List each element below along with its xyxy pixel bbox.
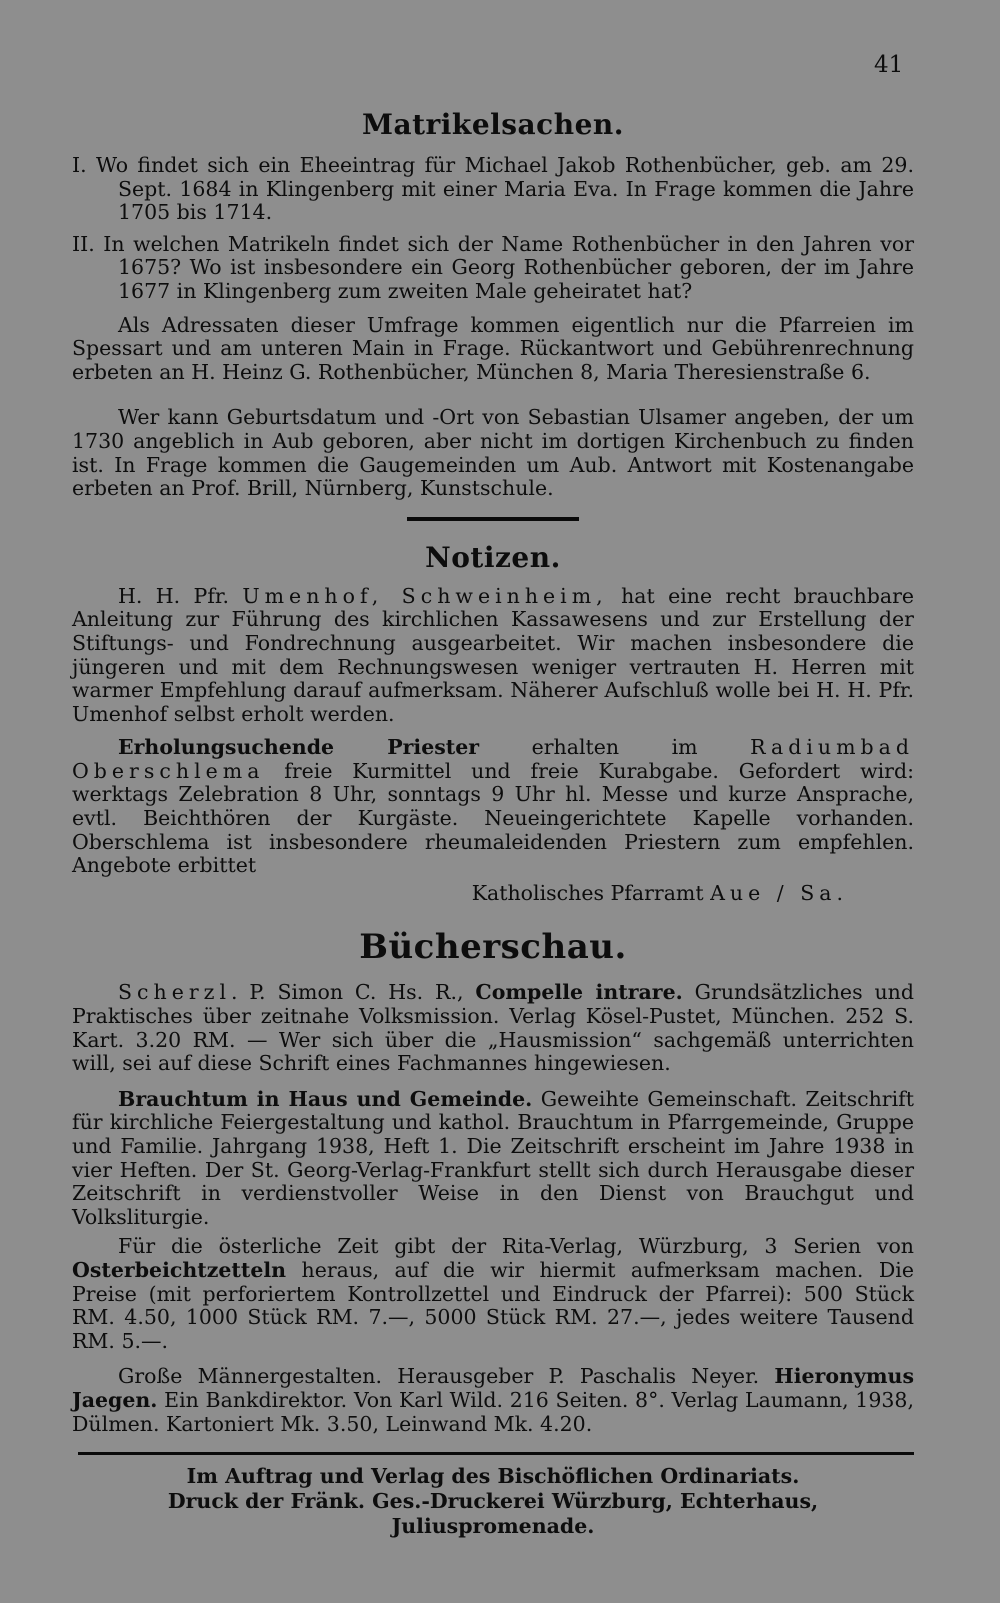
review-1-text: Grundsätzliches und Praktisches über zeitnahe Volksmission. Verlag Kösel-Pustet, München. 252 S. Kart. 3.20 RM. — Wer sich über die „Hausmission“ sachgemäß unterrichten will, sei auf diese Schrift eines Fachmannes hingewiesen. — [72, 980, 914, 1076]
book-review-1 — [72, 981, 914, 1075]
review-2-title: Brauchtum in Haus und Gemeinde. — [118, 1086, 533, 1111]
review-4-text: Ein Bankdirektor. Von Karl Wild. 216 Seiten. 8°. Verlag Laumann, 1938, Dülmen. Kartoniert Mk. 3.50, Leinwand Mk. 4.20. — [72, 1387, 914, 1436]
review-3-bold: Osterbeichtzetteln — [72, 1257, 287, 1282]
review-1-author: Scherzl — [118, 980, 232, 1005]
notizen-p2-bold: Erholungsuchende Priester — [118, 735, 480, 760]
review-2-text: Geweihte Gemeinschaft. Zeitschrift für kirchliche Feiergestaltung und kathol. Brauchtum in Pfarrgemeinde, Gruppe und Familie. Jahrgang 1938, Heft 1. Die Zeitschrift erscheint im Jahre 1938 in vier Heften. Der St. Georg-Verlag-Frankfurt stellt sich durch Herausgabe dieser Zeitschrift in verdienstvoller Weise in den Dienst von Brauchgut und Volksliturgie. — [72, 1086, 914, 1229]
notizen-paragraph-1 — [72, 585, 914, 727]
review-4-lead: Große Männergestalten. Herausgeber P. Paschalis Neyer. — [118, 1364, 775, 1389]
notizen-signoff — [72, 882, 914, 906]
section-title-matrikel: Matrikelsachen. — [361, 108, 625, 141]
book-review-3 — [72, 1235, 914, 1353]
footer-line-2: Druck der Fränk. Ges.-Druckerei Würzburg, Echterhaus, Juliuspromenade. — [167, 1489, 819, 1538]
matrikel-paragraph-1: Als Adressaten dieser Umfrage kommen eigentlich nur die Pfarreien im Spessart und am unteren Main in Frage. Rückantwort und Gebührenrechnung erbeten an H. Heinz G. Rothenbücher, München 8, Maria Theresienstraße 6. — [72, 312, 914, 384]
notizen-paragraph-2 — [72, 736, 914, 878]
footer-line-1: Im Auftrag und Verlag des Bischöflichen Ordinariats. — [186, 1464, 800, 1488]
signoff-lead: Katholisches Pfarramt — [471, 880, 711, 905]
footer-divider — [78, 1452, 914, 1455]
section-title-buecherschau: Bücherschau. — [359, 927, 627, 968]
review-1-title: Compelle intrare. — [475, 980, 683, 1005]
book-review-4 — [72, 1365, 914, 1436]
notizen-p1-name: Umenhof, Schweinheim, — [242, 583, 608, 608]
review-1-mid: . P. Simon C. Hs. R., — [231, 980, 476, 1005]
signoff-place: Aue / Sa. — [710, 880, 848, 905]
matrikel-item-1: I. Wo findet sich ein Eheeintrag für Michael Jakob Rothenbücher, geb. am 29. Sept. 1684 in Klingenberg mit einer Maria Eva. In Frage kommen die Jahre 1705 bis 1714. — [72, 153, 914, 225]
page-number: 41 — [874, 52, 904, 78]
section-divider — [407, 517, 579, 521]
review-3-lead: Für die österliche Zeit gibt der Rita-Verlag, Würzburg, 3 Serien von — [118, 1234, 914, 1259]
notizen-p2-mid: erhalten im — [479, 735, 751, 760]
review-4-bold: Hieronymus Jaegen. — [72, 1364, 914, 1412]
matrikel-paragraph-2: Wer kann Geburtsdatum und -Ort von Sebastian Ulsamer angeben, der um 1730 angeblich in Aub geboren, aber nicht im dortigen Kirchenbuch zu finden ist. In Frage kommen die Gaugemeinden um Aub. Antwort mit Kostenangabe erbeten an Prof. Brill, Nürnberg, Kunstschule. — [72, 405, 914, 501]
notizen-p2-text: freie Kurmittel und freie Kurabgabe. Gefordert wird: werktags Zelebration 8 Uhr, sonntags 9 Uhr hl. Messe und kurze Ansprache, evtl. Beichthören der Kurgäste. Neueingerichtete Kapelle vorhanden. Oberschlema ist insbesondere rheumaleidenden Priestern zum empfehlen. Angebote erbittet — [72, 758, 914, 878]
page-body — [72, 108, 914, 1436]
matrikel-item-2: II. In welchen Matrikeln findet sich der Name Rothenbücher in den Jahren vor 1675? Wo ist insbesondere ein Georg Rothenbücher geboren, der im Jahre 1677 in Klingenberg zum zweiten Male geheiratet hat? — [72, 231, 914, 303]
notizen-p1-lead: H. H. Pfr. — [118, 583, 243, 608]
notizen-p1-text: hat eine recht brauchbare Anleitung zur Führung des kirchlichen Kassawesens und zur Erstellung der Stiftungs- und Fondrechnung ausgearbeitet. Wir machen insbesondere die jüngeren und mit dem Rechnungswesen weniger vertrauten H. Herren mit warmer Empfehlung darauf aufmerksam. Näherer Aufschluß wolle bei H. H. Pfr. Umenhof selbst erholt werden. — [72, 583, 915, 726]
section-title-notizen: Notizen. — [425, 540, 561, 574]
imprint-footer — [72, 1464, 914, 1539]
book-review-2 — [72, 1088, 914, 1230]
review-3-text: heraus, auf die wir hiermit aufmerksam machen. Die Preise (mit perforiertem Kontrollzettel und Eindruck der Pfarrei): 500 Stück RM. 4.50, 1000 Stück RM. 7.—, 5000 Stück RM. 27.—, jedes weitere Tausend RM. 5.—. — [72, 1257, 914, 1353]
notizen-p2-place: Radiumbad Oberschlema — [72, 735, 914, 783]
